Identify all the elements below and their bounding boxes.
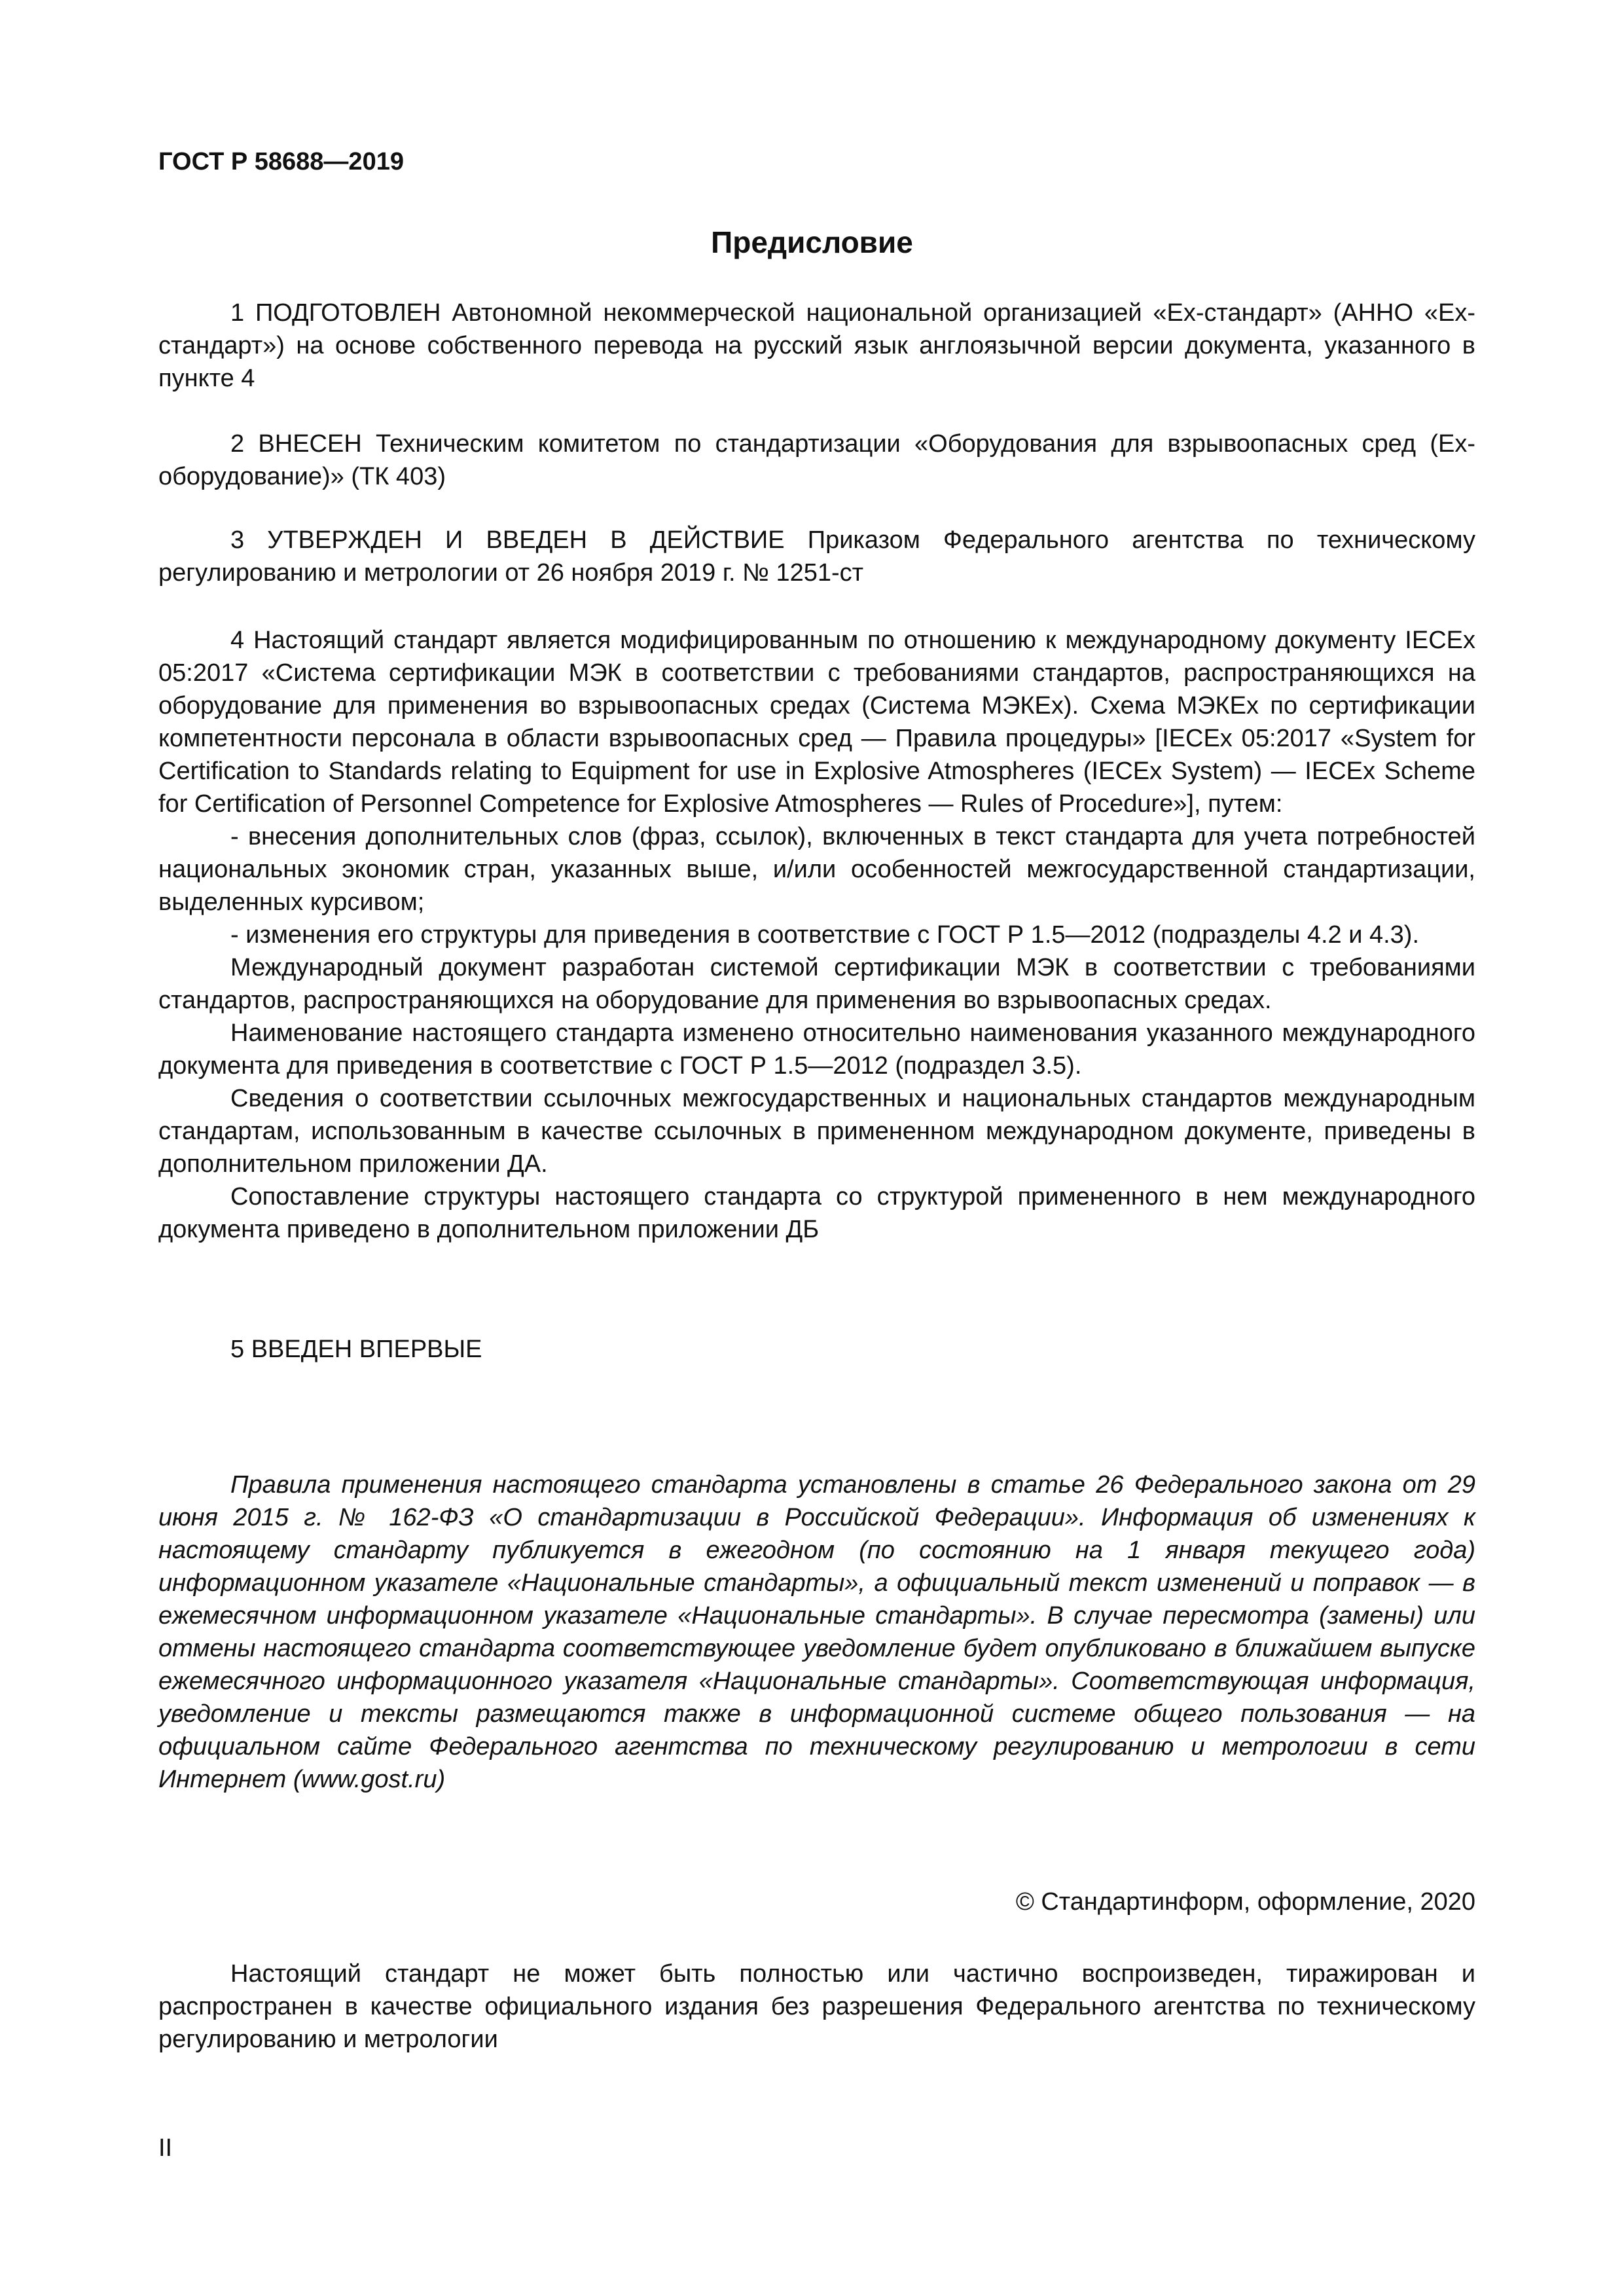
item-4-paragraph: Наименование настоящего стандарта изменено относительно наименования указанного международного документа для приведения в соответствие с ГОСТ Р 1.5—2012 (подраздел 3.5). <box>158 1019 1475 1080</box>
item-2-introduced: 2 ВНЕСЕН Техническим комитетом по стандартизации «Оборудования для взрывоопасных сред (Ех-оборудование)» (ТК 403) <box>158 430 1475 490</box>
item-4-bullet: - изменения его структуры для приведения в соответствие с ГОСТ Р 1.5—2012 (подразделы 4.2 и 4.3). <box>230 921 1420 949</box>
page-number: II <box>158 2134 173 2162</box>
item-4-bullet: - внесения дополнительных слов (фраз, ссылок), включенных в текст стандарта для учета потребностей национальных экономик стран, указанных выше, и/или особенностей межгосударственной стандартизации, выделенных курсивом; <box>158 823 1475 916</box>
item-4-paragraph: Сведения о соответствии ссылочных межгосударственных и национальных стандартов международным стандартам, использованным в качестве ссылочных в примененном международном документе, приведены в дополнительном приложении ДА. <box>158 1085 1475 1178</box>
item-5-first-introduced: 5 ВВЕДЕН ВПЕРВЫЕ <box>230 1336 482 1363</box>
item-1-prepared: 1 ПОДГОТОВЛЕН Автономной некоммерческой национальной организацией «Ех-стандарт» (АННО «Ех-стандарт») на основе собственного перевода на русский язык англоязычной версии документа, указанного в пункте 4 <box>158 299 1475 392</box>
rules-notice: Правила применения настоящего стандарта установлены в статье 26 Федерального закона от 29 июня 2015 г. № 162-ФЗ «О стандартизации в Российской Федерации». Информация об изменениях к настоящему стандарту публикуется в ежегодном (по состоянию на 1 января текущего года) информационном указателе «Национальные стандарты», а официальный текст изменений и поправок — в ежемесячном информационном указателе «Национальные стандарты». В случае пересмотра (замены) или отмены настоящего стандарта соответствующее уведомление будет опубликовано в ближайшем выпуске ежемесячного информационного указателя «Национальные стандарты». Соответствующая информация, уведомление и тексты размещаются также в информационной системе общего пользования — на официальном сайте Федерального агентства по техническому регулированию и метрологии в сети Интернет (www.gost.ru) <box>158 1471 1475 1793</box>
item-3-approved: 3 УТВЕРЖДЕН И ВВЕДЕН В ДЕЙСТВИЕ Приказом Федерального агентства по техническому регулированию и метрологии от 26 ноября 2019 г. № 1251-ст <box>158 526 1475 587</box>
item-4-block <box>158 624 1475 1246</box>
copyright-line: © Стандартинформ, оформление, 2020 <box>1015 1888 1475 1916</box>
document-code-header: ГОСТ Р 58688—2019 <box>158 148 404 175</box>
item-4-intro: 4 Настоящий стандарт является модифицированным по отношению к международному документу IECEx 05:2017 «Система сертификации МЭК в соответствии с требованиями стандартов, распространяющихся на оборудование для применения во взрывоопасных средах (Система МЭКЕх). Схема МЭКЕх по сертификации компетентности персонала в области взрывоопасных сред — Правила процедуры» [IECEx 05:2017 «System for Certification to Standards relating to Equipment for use in Explosive Atmospheres (IECEx System) — IECEx Scheme for Certification of Personnel Competence for Explosive Atmospheres — Rules of Procedure»], путем: <box>158 627 1475 818</box>
item-4-paragraph: Сопоставление структуры настоящего стандарта со структурой примененного в нем международного документа приведено в дополнительном приложении ДБ <box>158 1183 1475 1243</box>
reproduction-notice: Настоящий стандарт не может быть полностью или частично воспроизведен, тиражирован и распространен в качестве официального издания без разрешения Федерального агентства по техническому регулированию и метрологии <box>158 1960 1475 2053</box>
page-title: Предисловие <box>711 225 913 259</box>
item-4-paragraph: Международный документ разработан системой сертификации МЭК в соответствии с требованиями стандартов, распространяющихся на оборудование для применения во взрывоопасных средах. <box>158 954 1475 1014</box>
